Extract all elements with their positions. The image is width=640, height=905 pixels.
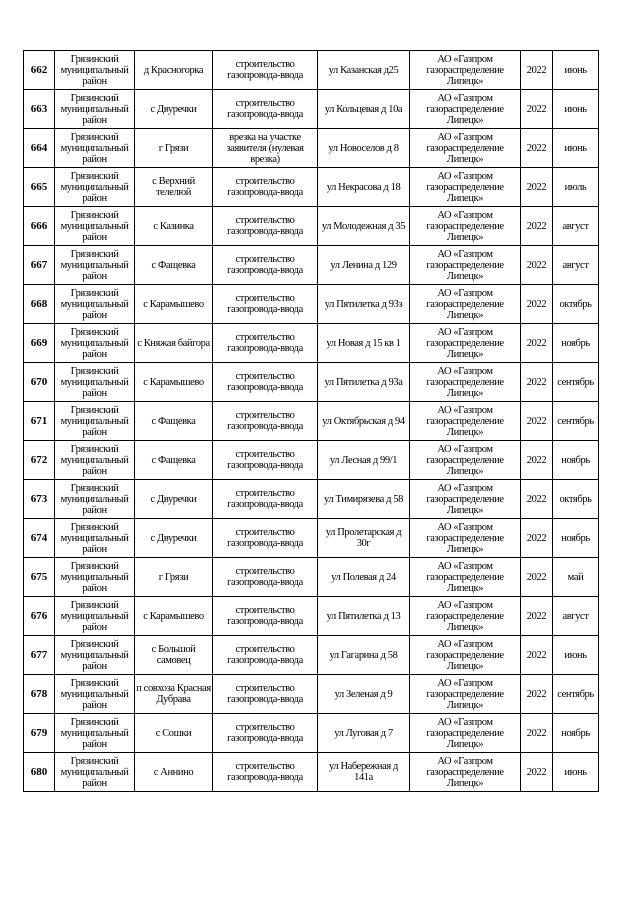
year-cell: 2022 bbox=[521, 558, 553, 597]
table-row bbox=[24, 363, 599, 402]
locality-cell: с Большой самовец bbox=[135, 636, 213, 675]
year-cell: 2022 bbox=[521, 207, 553, 246]
address-cell: ул Октябрьская д 94 bbox=[318, 402, 410, 441]
district-cell: Грязинский муниципальный район bbox=[55, 714, 135, 753]
district-cell: Грязинский муниципальный район bbox=[55, 597, 135, 636]
row-number: 671 bbox=[24, 402, 55, 441]
table-row bbox=[24, 480, 599, 519]
organization-cell: АО «Газпром газораспределение Липецк» bbox=[410, 324, 521, 363]
month-cell: сентябрь bbox=[553, 675, 599, 714]
locality-cell: д Красногорка bbox=[135, 51, 213, 90]
row-number: 670 bbox=[24, 363, 55, 402]
table-row bbox=[24, 129, 599, 168]
district-cell: Грязинский муниципальный район bbox=[55, 363, 135, 402]
work-type-cell: строительство газопровода-ввода bbox=[213, 168, 318, 207]
row-number: 675 bbox=[24, 558, 55, 597]
address-cell: ул Пятилетка д 93а bbox=[318, 363, 410, 402]
month-cell: октябрь bbox=[553, 480, 599, 519]
work-type-cell: строительство газопровода-ввода bbox=[213, 597, 318, 636]
district-cell: Грязинский муниципальный район bbox=[55, 129, 135, 168]
month-cell: июнь bbox=[553, 129, 599, 168]
locality-cell: с Двуречки bbox=[135, 90, 213, 129]
work-type-cell: врезка на участке заявителя (нулевая врезка) bbox=[213, 129, 318, 168]
year-cell: 2022 bbox=[521, 285, 553, 324]
year-cell: 2022 bbox=[521, 441, 553, 480]
locality-cell: с Карамышево bbox=[135, 285, 213, 324]
address-cell: ул Полевая д 24 bbox=[318, 558, 410, 597]
work-type-cell: строительство газопровода-ввода bbox=[213, 51, 318, 90]
address-cell: ул Казанская д25 bbox=[318, 51, 410, 90]
district-cell: Грязинский муниципальный район bbox=[55, 519, 135, 558]
organization-cell: АО «Газпром газораспределение Липецк» bbox=[410, 558, 521, 597]
locality-cell: с Казинка bbox=[135, 207, 213, 246]
address-cell: ул Некрасова д 18 bbox=[318, 168, 410, 207]
locality-cell: с Аннино bbox=[135, 753, 213, 792]
organization-cell: АО «Газпром газораспределение Липецк» bbox=[410, 129, 521, 168]
work-type-cell: строительство газопровода-ввода bbox=[213, 519, 318, 558]
locality-cell: с Карамышево bbox=[135, 363, 213, 402]
work-type-cell: строительство газопровода-ввода bbox=[213, 207, 318, 246]
address-cell: ул Пролетарская д 30г bbox=[318, 519, 410, 558]
year-cell: 2022 bbox=[521, 363, 553, 402]
district-cell: Грязинский муниципальный район bbox=[55, 285, 135, 324]
month-cell: июнь bbox=[553, 636, 599, 675]
organization-cell: АО «Газпром газораспределение Липецк» bbox=[410, 207, 521, 246]
address-cell: ул Кольцевая д 10а bbox=[318, 90, 410, 129]
organization-cell: АО «Газпром газораспределение Липецк» bbox=[410, 597, 521, 636]
table-row bbox=[24, 519, 599, 558]
table-row bbox=[24, 324, 599, 363]
year-cell: 2022 bbox=[521, 636, 553, 675]
address-cell: ул Новая д 15 кв 1 bbox=[318, 324, 410, 363]
address-cell: ул Молодежная д 35 bbox=[318, 207, 410, 246]
locality-cell: с Верхний телелюй bbox=[135, 168, 213, 207]
work-type-cell: строительство газопровода-ввода bbox=[213, 441, 318, 480]
organization-cell: АО «Газпром газораспределение Липецк» bbox=[410, 363, 521, 402]
work-type-cell: строительство газопровода-ввода bbox=[213, 90, 318, 129]
table-row bbox=[24, 90, 599, 129]
district-cell: Грязинский муниципальный район bbox=[55, 441, 135, 480]
district-cell: Грязинский муниципальный район bbox=[55, 207, 135, 246]
organization-cell: АО «Газпром газораспределение Липецк» bbox=[410, 246, 521, 285]
locality-cell: с Карамышево bbox=[135, 597, 213, 636]
month-cell: ноябрь bbox=[553, 441, 599, 480]
work-type-cell: строительство газопровода-ввода bbox=[213, 246, 318, 285]
address-cell: ул Луговая д 7 bbox=[318, 714, 410, 753]
organization-cell: АО «Газпром газораспределение Липецк» bbox=[410, 90, 521, 129]
locality-cell: с Фащевка bbox=[135, 246, 213, 285]
district-cell: Грязинский муниципальный район bbox=[55, 558, 135, 597]
locality-cell: п совхоза Красная Дубрава bbox=[135, 675, 213, 714]
row-number: 665 bbox=[24, 168, 55, 207]
address-cell: ул Набережная д 141а bbox=[318, 753, 410, 792]
table-row bbox=[24, 402, 599, 441]
organization-cell: АО «Газпром газораспределение Липецк» bbox=[410, 441, 521, 480]
district-cell: Грязинский муниципальный район bbox=[55, 90, 135, 129]
row-number: 680 bbox=[24, 753, 55, 792]
district-cell: Грязинский муниципальный район bbox=[55, 168, 135, 207]
year-cell: 2022 bbox=[521, 675, 553, 714]
table-body bbox=[24, 51, 599, 792]
month-cell: август bbox=[553, 246, 599, 285]
year-cell: 2022 bbox=[521, 324, 553, 363]
district-cell: Грязинский муниципальный район bbox=[55, 402, 135, 441]
row-number: 666 bbox=[24, 207, 55, 246]
organization-cell: АО «Газпром газораспределение Липецк» bbox=[410, 51, 521, 90]
row-number: 664 bbox=[24, 129, 55, 168]
district-cell: Грязинский муниципальный район bbox=[55, 636, 135, 675]
work-type-cell: строительство газопровода-ввода bbox=[213, 753, 318, 792]
table-row bbox=[24, 168, 599, 207]
district-cell: Грязинский муниципальный район bbox=[55, 51, 135, 90]
work-type-cell: строительство газопровода-ввода bbox=[213, 324, 318, 363]
month-cell: октябрь bbox=[553, 285, 599, 324]
locality-cell: с Сошки bbox=[135, 714, 213, 753]
organization-cell: АО «Газпром газораспределение Липецк» bbox=[410, 402, 521, 441]
locality-cell: г Грязи bbox=[135, 558, 213, 597]
month-cell: июль bbox=[553, 168, 599, 207]
row-number: 669 bbox=[24, 324, 55, 363]
row-number: 672 bbox=[24, 441, 55, 480]
organization-cell: АО «Газпром газораспределение Липецк» bbox=[410, 675, 521, 714]
year-cell: 2022 bbox=[521, 168, 553, 207]
row-number: 662 bbox=[24, 51, 55, 90]
month-cell: сентябрь bbox=[553, 363, 599, 402]
month-cell: сентябрь bbox=[553, 402, 599, 441]
locality-cell: с Фащевка bbox=[135, 441, 213, 480]
row-number: 673 bbox=[24, 480, 55, 519]
month-cell: май bbox=[553, 558, 599, 597]
table-row bbox=[24, 714, 599, 753]
year-cell: 2022 bbox=[521, 246, 553, 285]
organization-cell: АО «Газпром газораспределение Липецк» bbox=[410, 480, 521, 519]
locality-cell: с Двуречки bbox=[135, 519, 213, 558]
row-number: 668 bbox=[24, 285, 55, 324]
work-type-cell: строительство газопровода-ввода bbox=[213, 285, 318, 324]
table-row bbox=[24, 753, 599, 792]
locality-cell: с Двуречки bbox=[135, 480, 213, 519]
work-type-cell: строительство газопровода-ввода bbox=[213, 402, 318, 441]
district-cell: Грязинский муниципальный район bbox=[55, 324, 135, 363]
work-type-cell: строительство газопровода-ввода bbox=[213, 363, 318, 402]
table-row bbox=[24, 597, 599, 636]
gas-connection-table bbox=[23, 50, 599, 792]
address-cell: ул Пятилетка д 13 bbox=[318, 597, 410, 636]
month-cell: август bbox=[553, 597, 599, 636]
locality-cell: с Княжая байгора bbox=[135, 324, 213, 363]
month-cell: июнь bbox=[553, 90, 599, 129]
table-row bbox=[24, 441, 599, 480]
row-number: 663 bbox=[24, 90, 55, 129]
address-cell: ул Новоселов д 8 bbox=[318, 129, 410, 168]
address-cell: ул Зеленая д 9 bbox=[318, 675, 410, 714]
organization-cell: АО «Газпром газораспределение Липецк» bbox=[410, 636, 521, 675]
row-number: 674 bbox=[24, 519, 55, 558]
organization-cell: АО «Газпром газораспределение Липецк» bbox=[410, 168, 521, 207]
district-cell: Грязинский муниципальный район bbox=[55, 480, 135, 519]
row-number: 676 bbox=[24, 597, 55, 636]
row-number: 679 bbox=[24, 714, 55, 753]
organization-cell: АО «Газпром газораспределение Липецк» bbox=[410, 714, 521, 753]
row-number: 678 bbox=[24, 675, 55, 714]
table-row bbox=[24, 285, 599, 324]
organization-cell: АО «Газпром газораспределение Липецк» bbox=[410, 285, 521, 324]
document-page bbox=[23, 50, 598, 792]
table-row bbox=[24, 207, 599, 246]
table-row bbox=[24, 636, 599, 675]
year-cell: 2022 bbox=[521, 597, 553, 636]
year-cell: 2022 bbox=[521, 753, 553, 792]
table-row bbox=[24, 51, 599, 90]
work-type-cell: строительство газопровода-ввода bbox=[213, 714, 318, 753]
table-row bbox=[24, 558, 599, 597]
month-cell: ноябрь bbox=[553, 519, 599, 558]
month-cell: август bbox=[553, 207, 599, 246]
work-type-cell: строительство газопровода-ввода bbox=[213, 558, 318, 597]
address-cell: ул Пятилетка д 93з bbox=[318, 285, 410, 324]
year-cell: 2022 bbox=[521, 480, 553, 519]
district-cell: Грязинский муниципальный район bbox=[55, 246, 135, 285]
year-cell: 2022 bbox=[521, 129, 553, 168]
address-cell: ул Тимирязева д 58 bbox=[318, 480, 410, 519]
work-type-cell: строительство газопровода-ввода bbox=[213, 636, 318, 675]
address-cell: ул Гагарина д 58 bbox=[318, 636, 410, 675]
district-cell: Грязинский муниципальный район bbox=[55, 753, 135, 792]
work-type-cell: строительство газопровода-ввода bbox=[213, 480, 318, 519]
year-cell: 2022 bbox=[521, 714, 553, 753]
month-cell: июнь bbox=[553, 51, 599, 90]
year-cell: 2022 bbox=[521, 90, 553, 129]
row-number: 667 bbox=[24, 246, 55, 285]
address-cell: ул Лесная д 99/1 bbox=[318, 441, 410, 480]
year-cell: 2022 bbox=[521, 402, 553, 441]
address-cell: ул Ленина д 129 bbox=[318, 246, 410, 285]
year-cell: 2022 bbox=[521, 51, 553, 90]
month-cell: июнь bbox=[553, 753, 599, 792]
month-cell: ноябрь bbox=[553, 324, 599, 363]
organization-cell: АО «Газпром газораспределение Липецк» bbox=[410, 753, 521, 792]
table-row bbox=[24, 675, 599, 714]
row-number: 677 bbox=[24, 636, 55, 675]
year-cell: 2022 bbox=[521, 519, 553, 558]
organization-cell: АО «Газпром газораспределение Липецк» bbox=[410, 519, 521, 558]
table-row bbox=[24, 246, 599, 285]
work-type-cell: строительство газопровода-ввода bbox=[213, 675, 318, 714]
locality-cell: с Фащевка bbox=[135, 402, 213, 441]
locality-cell: г Грязи bbox=[135, 129, 213, 168]
district-cell: Грязинский муниципальный район bbox=[55, 675, 135, 714]
month-cell: ноябрь bbox=[553, 714, 599, 753]
